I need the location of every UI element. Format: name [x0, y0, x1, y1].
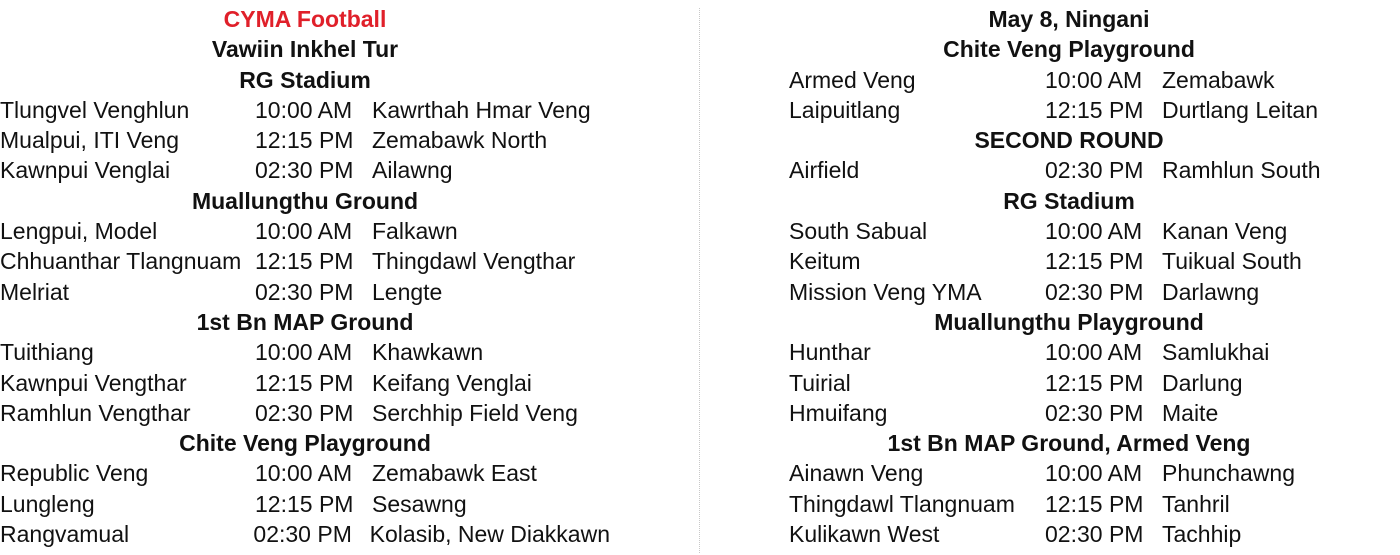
away-team: Tanhril — [1162, 490, 1230, 517]
home-team: Tuithiang — [0, 339, 94, 366]
away-team: Thingdawl Vengthar — [372, 248, 576, 275]
kickoff-time: 10:00 AM — [1045, 339, 1143, 366]
kickoff-time: 12:15 PM — [255, 369, 354, 396]
away-team: Serchhip Field Veng — [372, 399, 578, 426]
kickoff-time: 12:15 PM — [255, 127, 354, 154]
home-team: Kawnpui Venglai — [0, 157, 171, 184]
match-row — [789, 398, 1349, 428]
kickoff-time: 12:15 PM — [1045, 490, 1144, 517]
away-team: Sesawng — [372, 490, 467, 517]
match-row — [789, 368, 1349, 398]
home-team: Mission Veng YMA — [789, 278, 982, 305]
home-team: Lengpui, Model — [0, 218, 158, 245]
match-row — [0, 337, 610, 367]
home-team: Thingdawl Tlangnuam — [789, 490, 1015, 517]
kickoff-time: 02:30 PM — [1045, 521, 1144, 548]
away-team: Samlukhai — [1162, 339, 1270, 366]
home-team: Melriat — [0, 278, 70, 305]
home-team: Armed Veng — [789, 66, 916, 93]
away-team: Tuikual South — [1162, 248, 1302, 275]
date-heading: May 8, Ningani — [988, 6, 1150, 32]
match-row — [0, 368, 610, 398]
match-row — [0, 246, 610, 276]
away-team: Zemabawk East — [372, 460, 537, 487]
home-team: Keitum — [789, 248, 861, 275]
away-team: Phunchawng — [1162, 460, 1295, 487]
schedule-subtitle: Vawiin Inkhel Tur — [211, 36, 399, 63]
away-team: Ramhlun South — [1162, 157, 1321, 184]
kickoff-time: 02:30 PM — [1045, 399, 1144, 426]
kickoff-time: 10:00 AM — [1045, 218, 1143, 245]
away-team: Falkawn — [372, 218, 458, 245]
venue-heading: RG Stadium — [239, 66, 371, 93]
home-team: Airfield — [789, 157, 860, 184]
venue-heading: 1st Bn MAP Ground — [196, 308, 414, 335]
home-team: Tuirial — [789, 369, 851, 396]
away-team: Zemabawk — [1162, 66, 1275, 93]
kickoff-time: 02:30 PM — [253, 521, 352, 548]
kickoff-time: 02:30 PM — [255, 278, 354, 305]
match-row — [0, 519, 610, 549]
match-row — [0, 277, 610, 307]
kickoff-time: 10:00 AM — [1045, 66, 1143, 93]
match-row — [789, 337, 1349, 367]
round-heading: SECOND ROUND — [974, 127, 1164, 154]
venue-heading: RG Stadium — [1003, 187, 1135, 214]
match-row — [0, 489, 610, 519]
home-team: Hmuifang — [789, 399, 888, 426]
match-row — [0, 155, 610, 185]
away-team: Darlung — [1162, 369, 1243, 396]
kickoff-time: 02:30 PM — [255, 399, 354, 426]
kickoff-time: 12:15 PM — [255, 248, 354, 275]
away-team: Durtlang Leitan — [1162, 96, 1318, 123]
away-team: Kanan Veng — [1162, 218, 1288, 245]
kickoff-time: 12:15 PM — [1045, 369, 1144, 396]
venue-heading: Muallungthu Playground — [934, 308, 1204, 335]
match-row — [789, 155, 1349, 185]
home-team: Tlungvel Venghlun — [0, 96, 190, 123]
kickoff-time: 02:30 PM — [1045, 157, 1144, 184]
kickoff-time: 12:15 PM — [255, 490, 354, 517]
away-team: Lengte — [372, 278, 443, 305]
home-team: Rangvamual — [0, 521, 130, 548]
match-row — [789, 246, 1349, 276]
home-team: Ramhlun Vengthar — [0, 399, 191, 426]
match-row — [789, 277, 1349, 307]
away-team: Keifang Venglai — [372, 369, 532, 396]
home-team: Republic Veng — [0, 460, 149, 487]
right-schedule-column — [789, 4, 1349, 549]
match-row — [789, 216, 1349, 246]
home-team: Kulikawn West — [789, 521, 940, 548]
home-team: Ainawn Veng — [789, 460, 924, 487]
away-team: Kolasib, New Diakkawn — [369, 521, 610, 548]
match-row — [789, 519, 1349, 549]
away-team: Kawrthah Hmar Veng — [372, 96, 591, 123]
column-divider — [699, 8, 700, 553]
match-row — [789, 65, 1349, 95]
away-team: Ailawng — [372, 157, 453, 184]
match-row — [789, 489, 1349, 519]
away-team: Khawkawn — [372, 339, 484, 366]
kickoff-time: 02:30 PM — [255, 157, 354, 184]
home-team: Kawnpui Vengthar — [0, 369, 187, 396]
kickoff-time: 12:15 PM — [1045, 248, 1144, 275]
venue-heading: Muallungthu Ground — [191, 187, 419, 214]
left-schedule-column — [0, 4, 610, 549]
away-team: Maite — [1162, 399, 1219, 426]
home-team: Chhuanthar Tlangnuam — [0, 248, 242, 275]
kickoff-time: 10:00 AM — [255, 96, 353, 123]
kickoff-time: 10:00 AM — [255, 339, 353, 366]
match-row — [789, 458, 1349, 488]
schedule-title: CYMA Football — [223, 6, 387, 32]
away-team: Darlawng — [1162, 278, 1260, 305]
venue-heading: 1st Bn MAP Ground, Armed Veng — [887, 430, 1251, 457]
home-team: South Sabual — [789, 218, 928, 245]
venue-heading: Chite Veng Playground — [943, 36, 1195, 63]
match-row — [0, 125, 610, 155]
home-team: Mualpui, ITI Veng — [0, 127, 179, 154]
home-team: Hunthar — [789, 339, 871, 366]
kickoff-time: 02:30 PM — [1045, 278, 1144, 305]
match-row — [0, 458, 610, 488]
away-team: Zemabawk North — [372, 127, 548, 154]
kickoff-time: 12:15 PM — [1045, 96, 1144, 123]
match-row — [0, 216, 610, 246]
match-row — [0, 95, 610, 125]
home-team: Laipuitlang — [789, 96, 901, 123]
venue-heading: Chite Veng Playground — [179, 430, 431, 457]
match-row — [0, 398, 610, 428]
away-team: Tachhip — [1162, 521, 1242, 548]
kickoff-time: 10:00 AM — [1045, 460, 1143, 487]
home-team: Lungleng — [0, 490, 95, 517]
match-row — [789, 95, 1349, 125]
kickoff-time: 10:00 AM — [255, 218, 353, 245]
kickoff-time: 10:00 AM — [255, 460, 353, 487]
